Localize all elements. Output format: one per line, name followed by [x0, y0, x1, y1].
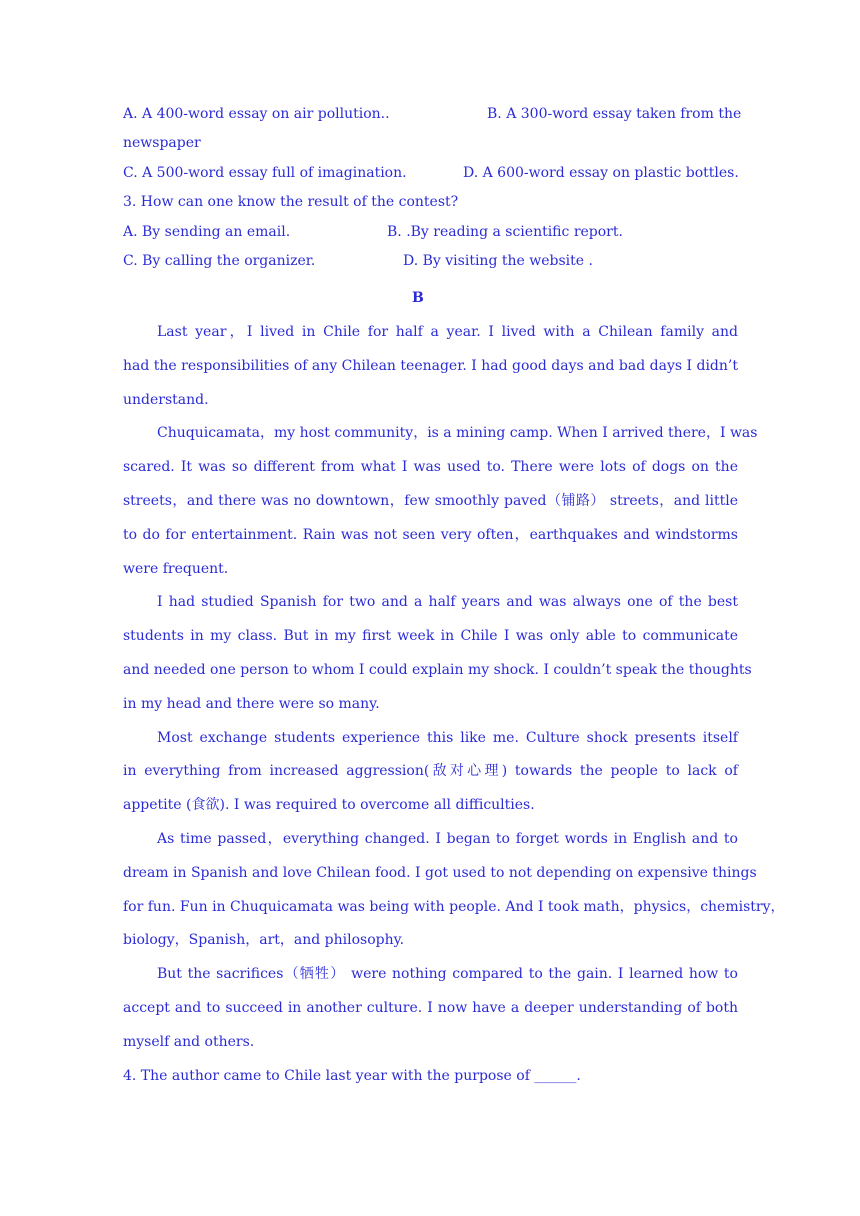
- passage-line: had the responsibilities of any Chilean teenager. I had good days and bad days I didn’t: [123, 358, 738, 374]
- q4-question: 4. The author came to Chile last year with the purpose of ______.: [123, 1068, 581, 1084]
- q3-option-c: C. By calling the organizer.: [123, 253, 316, 269]
- passage-line: appetite (食欲). I was required to overcome all difficulties.: [123, 797, 535, 813]
- q2-option-d: D. A 600-word essay on plastic bottles.: [463, 165, 739, 181]
- q3-option-b: B. .By reading a scientific report.: [387, 224, 623, 240]
- passage-line: biology，Spanish，art，and philosophy.: [123, 932, 405, 948]
- q3-option-a: A. By sending an email.: [123, 224, 291, 240]
- passage-line: But the sacrifices（牺牲） were nothing compared to the gain. I learned how to: [157, 966, 738, 982]
- passage-line: in my head and there were so many.: [123, 696, 380, 712]
- passage-line: dream in Spanish and love Chilean food. I got used to not depending on expensive things: [123, 865, 757, 881]
- q3-question: 3. How can one know the result of the contest?: [123, 194, 459, 210]
- passage-line: Last year，I lived in Chile for half a year. I lived with a Chilean family and: [157, 324, 738, 340]
- passage-line: I had studied Spanish for two and a half years and was always one of the best: [157, 594, 738, 610]
- passage-line: were frequent.: [123, 561, 229, 577]
- passage-line: scared. It was so different from what I was used to. There were lots of dogs on the: [123, 459, 738, 475]
- passage-line: Most exchange students experience this like me. Culture shock presents itself: [157, 730, 738, 746]
- section-title: B: [412, 290, 424, 306]
- passage-line: myself and others.: [123, 1034, 255, 1050]
- passage-line: Chuquicamata，my host community，is a mining camp. When I arrived there，I was: [157, 425, 758, 441]
- q2-option-b-continued: newspaper: [123, 135, 201, 151]
- q3-option-d: D. By visiting the website .: [403, 253, 593, 269]
- passage-line: understand.: [123, 392, 209, 408]
- q2-option-c: C. A 500-word essay full of imagination.: [123, 165, 407, 181]
- q2-option-a: A. A 400-word essay on air pollution..: [123, 106, 390, 122]
- passage-line: for fun. Fun in Chuquicamata was being with people. And I took math，physics，chemistry，: [123, 899, 785, 915]
- q2-option-b: B. A 300-word essay taken from the: [487, 106, 742, 122]
- passage-line: in everything from increased aggression(敌对心理) towards the people to lack of: [123, 763, 738, 779]
- passage-line: to do for entertainment. Rain was not seen very often，earthquakes and windstorms: [123, 527, 738, 543]
- passage-line: streets，and there was no downtown，few smoothly paved（铺路） streets，and little: [123, 493, 738, 509]
- passage-line: As time passed，everything changed. I began to forget words in English and to: [157, 831, 738, 847]
- passage-line: accept and to succeed in another culture. I now have a deeper understanding of both: [123, 1000, 738, 1016]
- passage-line: students in my class. But in my first week in Chile I was only able to communicate: [123, 628, 738, 644]
- passage-line: and needed one person to whom I could explain my shock. I couldn’t speak the thoughts: [123, 662, 752, 678]
